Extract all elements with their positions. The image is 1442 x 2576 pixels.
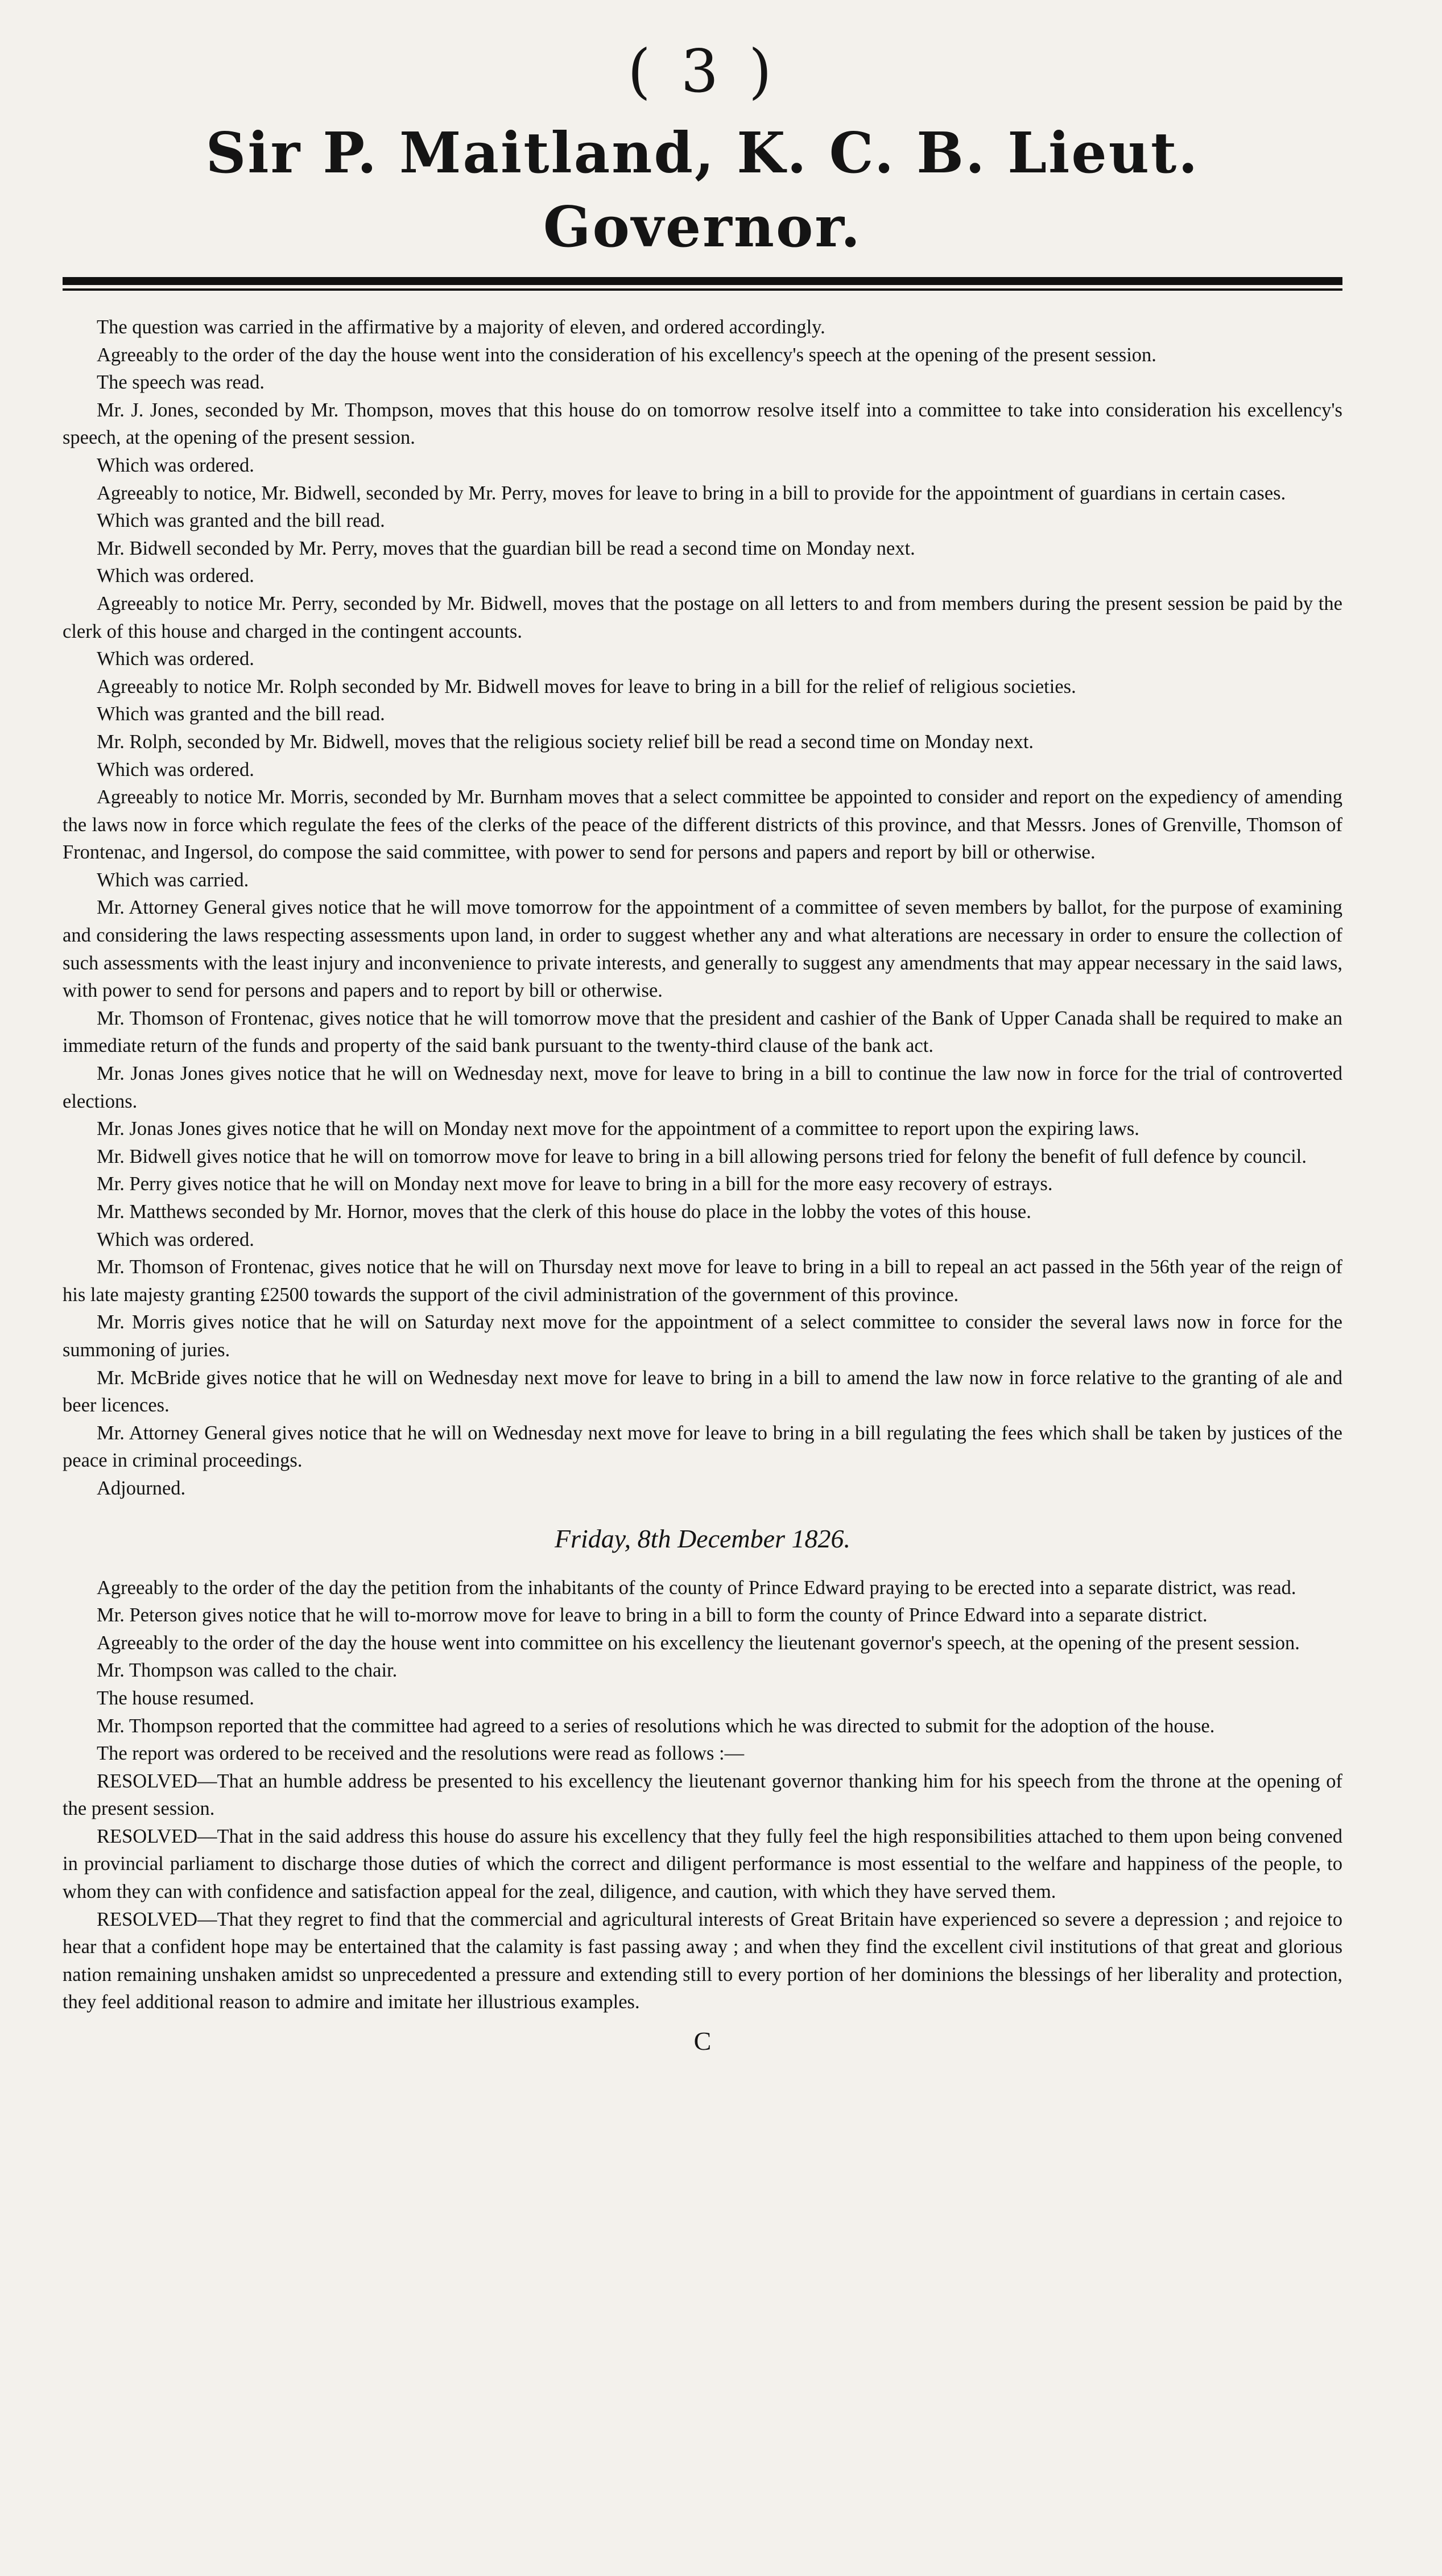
paragraph: Which was ordered. (97, 565, 254, 587)
paragraph: Mr. Bidwell gives notice that he will on tomorrow move for leave to bring in a bill allowing persons tried for felony the benefit of full defence by council. (97, 1145, 1307, 1167)
paragraph: Which was carried. (97, 869, 249, 891)
paragraph: Which was ordered. (97, 1228, 254, 1250)
paragraph: Adjourned. (97, 1477, 186, 1499)
paragraph: Mr. Morris gives notice that he will on Saturday next move for the appointment of a select committee to consider the several laws now in force for the summoning of juries. (63, 1311, 1342, 1361)
paragraph: The speech was read. (97, 371, 265, 394)
paragraph: Agreeably to notice, Mr. Bidwell, seconded by Mr. Perry, moves for leave to bring in a bill to provide for the appointment of guardians in certain cases. (97, 482, 1286, 504)
paragraph: Mr. Jonas Jones gives notice that he will on Wednesday next, move for leave to bring in a bill to continue the law now in force for the trial of controverted elections. (63, 1063, 1342, 1112)
paragraph: Mr. Matthews seconded by Mr. Hornor, moves that the clerk of this house do place in the lobby the votes of this house. (97, 1201, 1031, 1223)
paragraph: Agreeably to notice Mr. Morris, seconded by Mr. Burnham moves that a select committee be appointed to consider and report on the expediency of amending the laws now in force which regulate the fees of the clerks of the peace of the different districts of this province, and that Messrs. Jones of Grenville, Thomson of Frontenac, and Ingersol, do compose the said committee, with power to send for persons and papers and report by bill or otherwise. (63, 786, 1342, 864)
header-rule-thin (63, 288, 1342, 291)
paragraph: Mr. Rolph, seconded by Mr. Bidwell, moves that the religious society relief bill be read a second time on Monday next. (97, 730, 1034, 753)
paragraph: The question was carried in the affirmative by a majority of eleven, and ordered accordingly. (97, 316, 825, 338)
paragraph: The house resumed. (97, 1687, 254, 1709)
paragraph: Mr. Bidwell seconded by Mr. Perry, moves that the guardian bill be read a second time on Monday next. (97, 537, 915, 559)
paragraph: The report was ordered to be received and the resolutions were read as follows :— (97, 1743, 745, 1765)
paragraph: Mr. Thompson reported that the committee had agreed to a series of resolutions which he was directed to submit for the adoption of the house. (97, 1715, 1215, 1737)
paragraph: Agreeably to the order of the day the petition from the inhabitants of the county of Prince Edward praying to be erected into a separate district, was read. (97, 1576, 1296, 1599)
paragraph: Mr. McBride gives notice that he will on Wednesday next move for leave to bring in a bill to amend the law now in force relative to the granting of ale and beer licences. (63, 1367, 1342, 1417)
paragraph: Mr. Peterson gives notice that he will to-morrow move for leave to bring in a bill to form the county of Prince Edward into a separate district. (97, 1604, 1208, 1626)
paragraph: Which was granted and the bill read. (97, 510, 385, 532)
header-title: Sir P. Maitland, K. C. B. Lieut. Governor. (205, 121, 1200, 260)
paragraph: Agreeably to the order of the day the house went into the consideration of his excellency's speech at the opening of the present session. (97, 344, 1156, 366)
printer-signature-mark: C (693, 2026, 712, 2056)
proceedings-section-1 (63, 313, 1342, 1502)
paragraph: Mr. Perry gives notice that he will on Monday next move for leave to bring in a bill for the more easy recovery of estrays. (97, 1173, 1053, 1195)
date-heading: Friday, 8th December 1826. (555, 1524, 850, 1553)
paragraph: Mr. Thompson was called to the chair. (97, 1659, 398, 1682)
paragraph: RESOLVED—That in the said address this house do assure his excellency that they fully feel the high responsibilities attached to them upon being convened in provincial parliament to discharge those duties of which the correct and diligent performance is most essential to the welfare and happiness of the people, to whom they can with confidence and satisfaction appeal for the zeal, diligence, and caution, with which they have served them. (63, 1825, 1342, 1903)
paragraph: Mr. J. Jones, seconded by Mr. Thompson, moves that this house do on tomorrow resolve itself into a committee to take into consideration his excellency's speech, at the opening of the present session. (63, 399, 1342, 449)
page-number: ( 3 ) (627, 36, 778, 106)
paragraph: Which was ordered. (97, 648, 254, 670)
header-rule-thick (63, 277, 1342, 285)
paragraph: Agreeably to notice Mr. Rolph seconded by Mr. Bidwell moves for leave to bring in a bill for the relief of religious societies. (97, 675, 1076, 697)
paragraph: Mr. Jonas Jones gives notice that he will on Monday next move for the appointment of a committee to report upon the expiring laws. (97, 1118, 1139, 1140)
paragraph: Which was ordered. (97, 758, 254, 781)
paragraph: Agreeably to notice Mr. Perry, seconded by Mr. Bidwell, moves that the postage on all letters to and from members during the present session be paid by the clerk of this house and charged in the contingent accounts. (63, 592, 1342, 642)
paragraph: Which was ordered. (97, 454, 254, 476)
paragraph: Mr. Thomson of Frontenac, gives notice that he will on Thursday next move for leave to bring in a bill to repeal an act passed in the 56th year of the reign of his late majesty granting £2500 towards the support of the civil administration of the government of this province. (63, 1256, 1342, 1306)
paragraph: Agreeably to the order of the day the house went into committee on his excellency the lieutenant governor's speech, at the opening of the present session. (97, 1632, 1300, 1654)
paragraph: RESOLVED—That they regret to find that the commercial and agricultural interests of Great Britain have experienced so severe a depression ; and rejoice to hear that a confident hope may be entertained that the calamity is fast passing away ; and when they find the excellent civil institutions of that great and glorious nation remaining unshaken amidst so unprecedented a pressure and extending still to every portion of her dominions the blessings of her liberality and protection, they feel additional reason to admire and imitate her illustrious examples. (63, 1908, 1342, 2013)
paragraph: Mr. Thomson of Frontenac, gives notice that he will tomorrow move that the president and cashier of the Bank of Upper Canada shall be required to make an immediate return of the funds and property of the said bank pursuant to the twenty-third clause of the bank act. (63, 1007, 1342, 1057)
paragraph: Mr. Attorney General gives notice that he will move tomorrow for the appointment of a committee of seven members by ballot, for the purpose of examining and considering the laws respecting assessments upon land, in order to suggest whether any and what alterations are necessary in order to ensure the collection of such assessments with the least injury and inconvenience to private interests, and generally to suggest any amendments that may appear necessary in the said laws, with power to send for persons and papers and to report by bill or otherwise. (63, 897, 1342, 1002)
paragraph: Which was granted and the bill read. (97, 703, 385, 725)
proceedings-section-2 (63, 1574, 1342, 2017)
paragraph: RESOLVED—That an humble address be presented to his excellency the lieutenant governor thanking him for his speech from the throne at the opening of the present session. (63, 1770, 1342, 1820)
paragraph: Mr. Attorney General gives notice that he will on Wednesday next move for leave to bring in a bill regulating the fees which shall be taken by justices of the peace in criminal proceedings. (63, 1422, 1342, 1472)
